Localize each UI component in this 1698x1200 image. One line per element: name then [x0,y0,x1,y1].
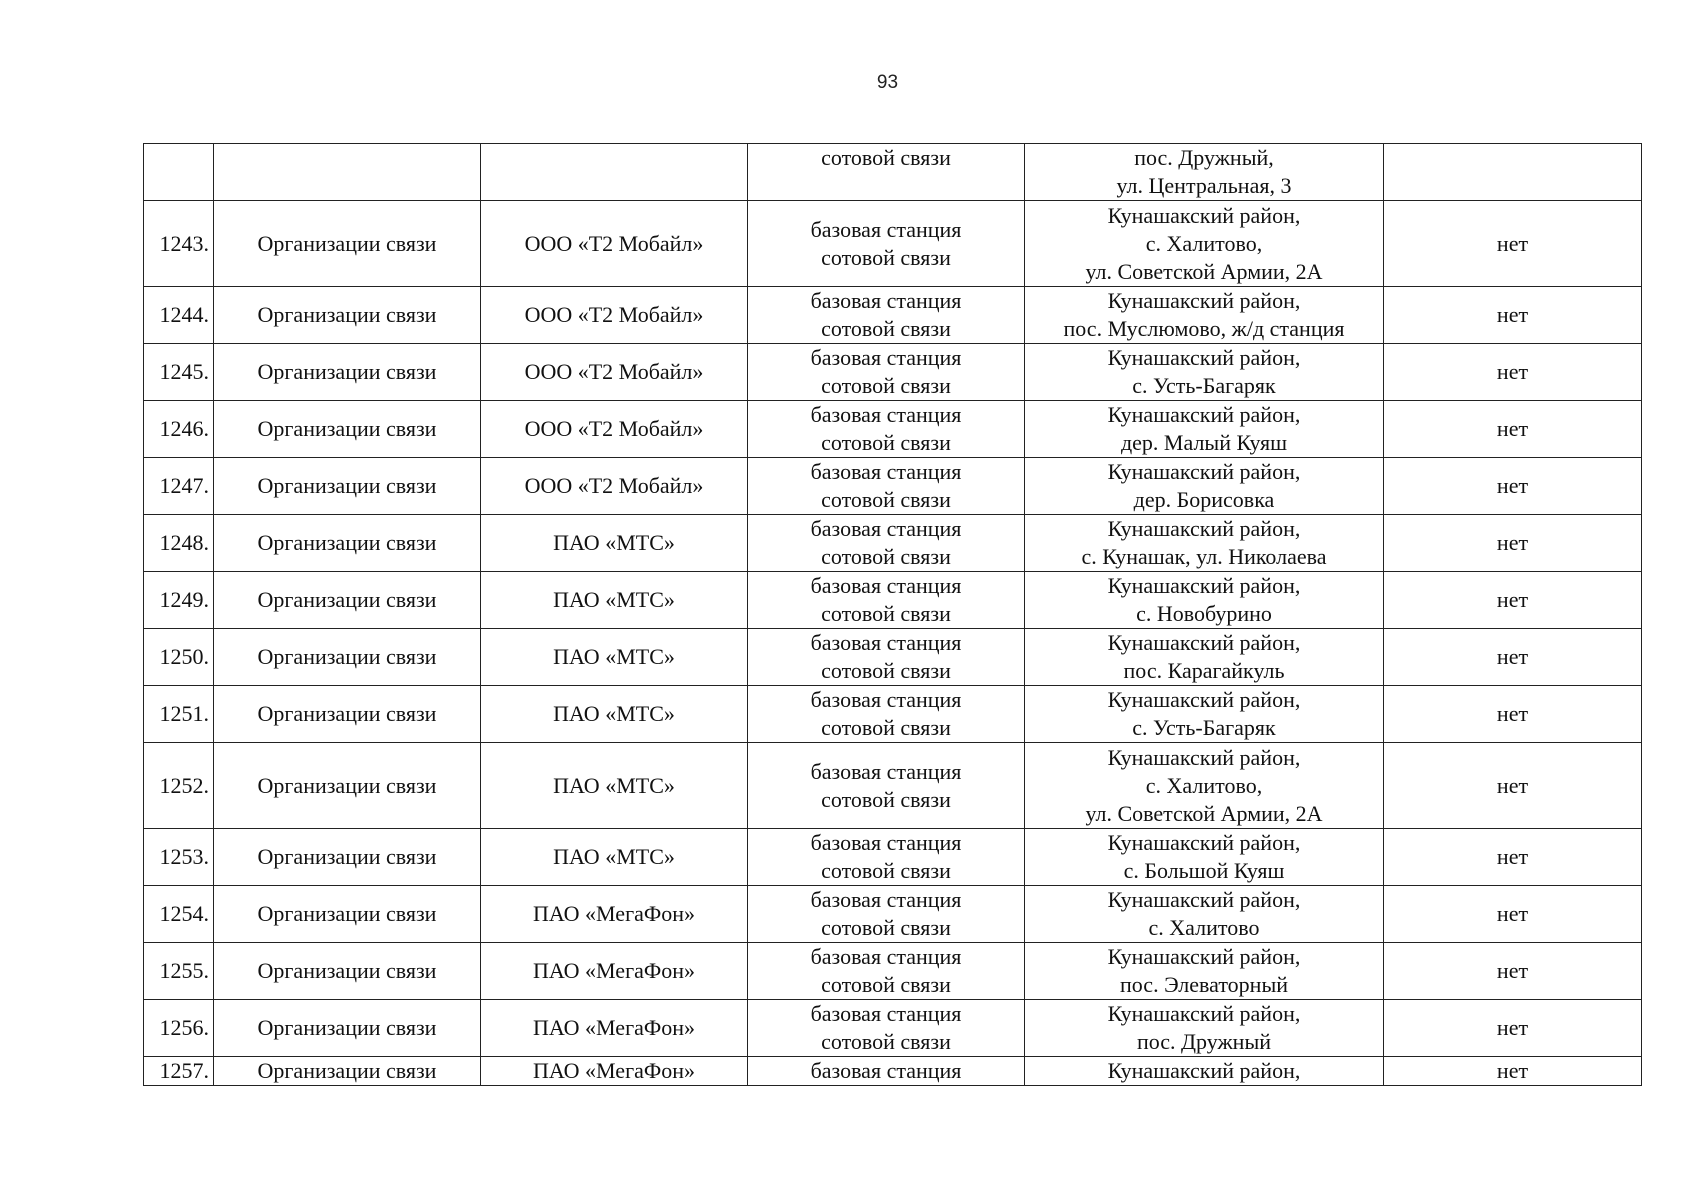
address-line: Кунашакский район, [1107,887,1301,912]
object-line: сотовой связи [821,715,951,740]
address-line: Кунашакский район, [1107,830,1301,855]
status-cell: нет [1384,458,1642,515]
status-cell: нет [1384,401,1642,458]
address-line: пос. Муслюмово, ж/д станция [1063,316,1345,341]
address-line: Кунашакский район, [1107,202,1301,228]
address-line: пос. Карагайкуль [1123,658,1285,683]
object-cell [748,201,1025,287]
category-cell: Организации связи [214,1000,481,1057]
address-cell [1025,1057,1384,1086]
category-cell: Организации связи [214,943,481,1000]
address-cell [1025,458,1384,515]
table-row-continuation [144,144,1642,201]
row-number-cell: 1251. [144,686,214,743]
table-row [144,344,1642,401]
address-cell [1025,144,1384,201]
object-line: сотовой связи [821,316,951,341]
object-line: базовая станция [810,288,962,313]
table-row [144,201,1642,287]
object-line: базовая станция [810,1058,962,1083]
address-line: пос. Элеваторный [1119,972,1288,997]
row-number-cell: 1256. [144,1000,214,1057]
object-line: базовая станция [810,944,962,969]
address-line: пос. Дружный, [1134,145,1274,170]
status-cell [1384,144,1642,201]
table-row [144,1057,1642,1086]
organization-cell: ПАО «МТС» [481,515,748,572]
object-line: сотовой связи [821,487,951,512]
row-number-cell: 1252. [144,743,214,829]
registry-table-body [144,144,1642,1086]
object-cell [748,344,1025,401]
address-cell [1025,287,1384,344]
address-line: дер. Малый Куяш [1120,430,1288,455]
status-cell: нет [1384,743,1642,829]
address-line: Кунашакский район, [1107,744,1301,770]
status-cell: нет [1384,686,1642,743]
row-number-cell: 1250. [144,629,214,686]
object-cell [748,401,1025,458]
organization-cell: ПАО «МТС» [481,743,748,829]
object-line: сотовой связи [821,544,951,569]
organization-cell: ПАО «МегаФон» [481,1000,748,1057]
object-line: базовая станция [810,687,962,712]
object-line: базовая станция [810,459,962,484]
row-number-cell: 1244. [144,287,214,344]
organization-cell: ПАО «МегаФон» [481,886,748,943]
table-row [144,743,1642,829]
object-cell [748,943,1025,1000]
address-line: Кунашакский район, [1107,1058,1301,1083]
organization-cell: ООО «Т2 Мобайл» [481,401,748,458]
row-number-cell: 1255. [144,943,214,1000]
object-line: базовая станция [810,573,962,598]
organization-cell: ПАО «МТС» [481,572,748,629]
category-cell: Организации связи [214,886,481,943]
address-line: с. Усть-Багаряк [1132,373,1276,398]
category-cell: Организации связи [214,515,481,572]
address-cell [1025,572,1384,629]
object-line: сотовой связи [821,1029,951,1054]
organization-cell: ООО «Т2 Мобайл» [481,287,748,344]
object-cell [748,686,1025,743]
object-line: базовая станция [810,402,962,427]
row-number-cell: 1247. [144,458,214,515]
row-number-cell: 1245. [144,344,214,401]
object-line: базовая станция [810,758,962,784]
address-line: дер. Борисовка [1133,487,1275,512]
address-line: Кунашакский район, [1107,944,1301,969]
object-line: сотовой связи [821,786,951,812]
object-cell [748,1057,1025,1086]
address-line: с. Большой Куяш [1123,858,1285,883]
address-line: ул. Советской Армии, 2А [1085,258,1323,284]
row-number-cell: 1248. [144,515,214,572]
row-number-cell: 1246. [144,401,214,458]
address-line: Кунашакский район, [1107,345,1301,370]
row-number-cell [144,144,214,201]
address-line: ул. Центральная, 3 [1116,173,1292,198]
address-line: с. Усть-Багаряк [1132,715,1276,740]
organization-cell: ПАО «МегаФон» [481,1057,748,1086]
organization-cell [481,144,748,201]
object-cell [748,886,1025,943]
object-cell [748,515,1025,572]
object-line: сотовой связи [821,145,951,170]
status-cell: нет [1384,1057,1642,1086]
registry-table [143,143,1642,1086]
organization-cell: ООО «Т2 Мобайл» [481,344,748,401]
organization-cell: ПАО «МТС» [481,829,748,886]
address-cell [1025,943,1384,1000]
address-line: Кунашакский район, [1107,687,1301,712]
address-line: Кунашакский район, [1107,630,1301,655]
object-line: сотовой связи [821,858,951,883]
object-line: сотовой связи [821,601,951,626]
address-cell [1025,1000,1384,1057]
object-cell [748,1000,1025,1057]
object-line: сотовой связи [821,972,951,997]
category-cell: Организации связи [214,344,481,401]
organization-cell: ПАО «МТС» [481,629,748,686]
address-line: с. Новобурино [1136,601,1272,626]
object-cell [748,458,1025,515]
address-cell [1025,629,1384,686]
status-cell: нет [1384,629,1642,686]
table-row [144,829,1642,886]
status-cell: нет [1384,943,1642,1000]
address-cell [1025,743,1384,829]
object-cell [748,287,1025,344]
address-line: ул. Советской Армии, 2А [1085,800,1323,826]
address-line: Кунашакский район, [1107,459,1301,484]
address-line: с. Кунашак, ул. Николаева [1081,544,1327,569]
organization-cell: ПАО «МегаФон» [481,943,748,1000]
category-cell: Организации связи [214,686,481,743]
address-cell [1025,201,1384,287]
address-cell [1025,515,1384,572]
table-row [144,1000,1642,1057]
table-row [144,515,1642,572]
category-cell: Организации связи [214,829,481,886]
address-cell [1025,686,1384,743]
object-line: базовая станция [810,216,962,242]
address-cell [1025,401,1384,458]
table-row [144,686,1642,743]
status-cell: нет [1384,1000,1642,1057]
row-number-cell: 1249. [144,572,214,629]
address-line: пос. Дружный [1136,1029,1272,1054]
category-cell: Организации связи [214,201,481,287]
address-line: Кунашакский район, [1107,1001,1301,1026]
object-cell [748,743,1025,829]
status-cell: нет [1384,201,1642,287]
table-row [144,572,1642,629]
category-cell: Организации связи [214,572,481,629]
row-number-cell: 1257. [144,1057,214,1086]
status-cell: нет [1384,515,1642,572]
category-cell: Организации связи [214,629,481,686]
object-line: базовая станция [810,516,962,541]
address-cell [1025,829,1384,886]
table-row [144,943,1642,1000]
object-line: базовая станция [810,1001,962,1026]
page-number: 93 [876,72,899,93]
address-line: Кунашакский район, [1107,402,1301,427]
object-line: базовая станция [810,630,962,655]
category-cell [214,144,481,201]
organization-cell: ООО «Т2 Мобайл» [481,458,748,515]
organization-cell: ООО «Т2 Мобайл» [481,201,748,287]
object-cell [748,629,1025,686]
object-line: сотовой связи [821,915,951,940]
address-line: Кунашакский район, [1107,573,1301,598]
address-line: с. Халитово [1148,915,1260,940]
object-line: сотовой связи [821,658,951,683]
object-cell [748,829,1025,886]
object-line: базовая станция [810,830,962,855]
organization-cell: ПАО «МТС» [481,686,748,743]
object-line: сотовой связи [821,373,951,398]
category-cell: Организации связи [214,1057,481,1086]
address-cell [1025,886,1384,943]
object-cell [748,144,1025,201]
status-cell: нет [1384,829,1642,886]
address-cell [1025,344,1384,401]
category-cell: Организации связи [214,458,481,515]
address-line: Кунашакский район, [1107,516,1301,541]
row-number-cell: 1243. [144,201,214,287]
address-line: с. Халитово, [1145,772,1263,798]
table-row [144,886,1642,943]
table-row [144,629,1642,686]
address-line: Кунашакский район, [1107,288,1301,313]
row-number-cell: 1254. [144,886,214,943]
status-cell: нет [1384,344,1642,401]
row-number-cell: 1253. [144,829,214,886]
object-line: базовая станция [810,345,962,370]
table-row [144,401,1642,458]
category-cell: Организации связи [214,743,481,829]
status-cell: нет [1384,287,1642,344]
object-cell [748,572,1025,629]
object-line: сотовой связи [821,430,951,455]
address-line: с. Халитово, [1145,230,1263,256]
table-row [144,287,1642,344]
object-line: базовая станция [810,887,962,912]
object-line: сотовой связи [821,244,951,270]
category-cell: Организации связи [214,287,481,344]
status-cell: нет [1384,886,1642,943]
status-cell: нет [1384,572,1642,629]
category-cell: Организации связи [214,401,481,458]
table-row [144,458,1642,515]
